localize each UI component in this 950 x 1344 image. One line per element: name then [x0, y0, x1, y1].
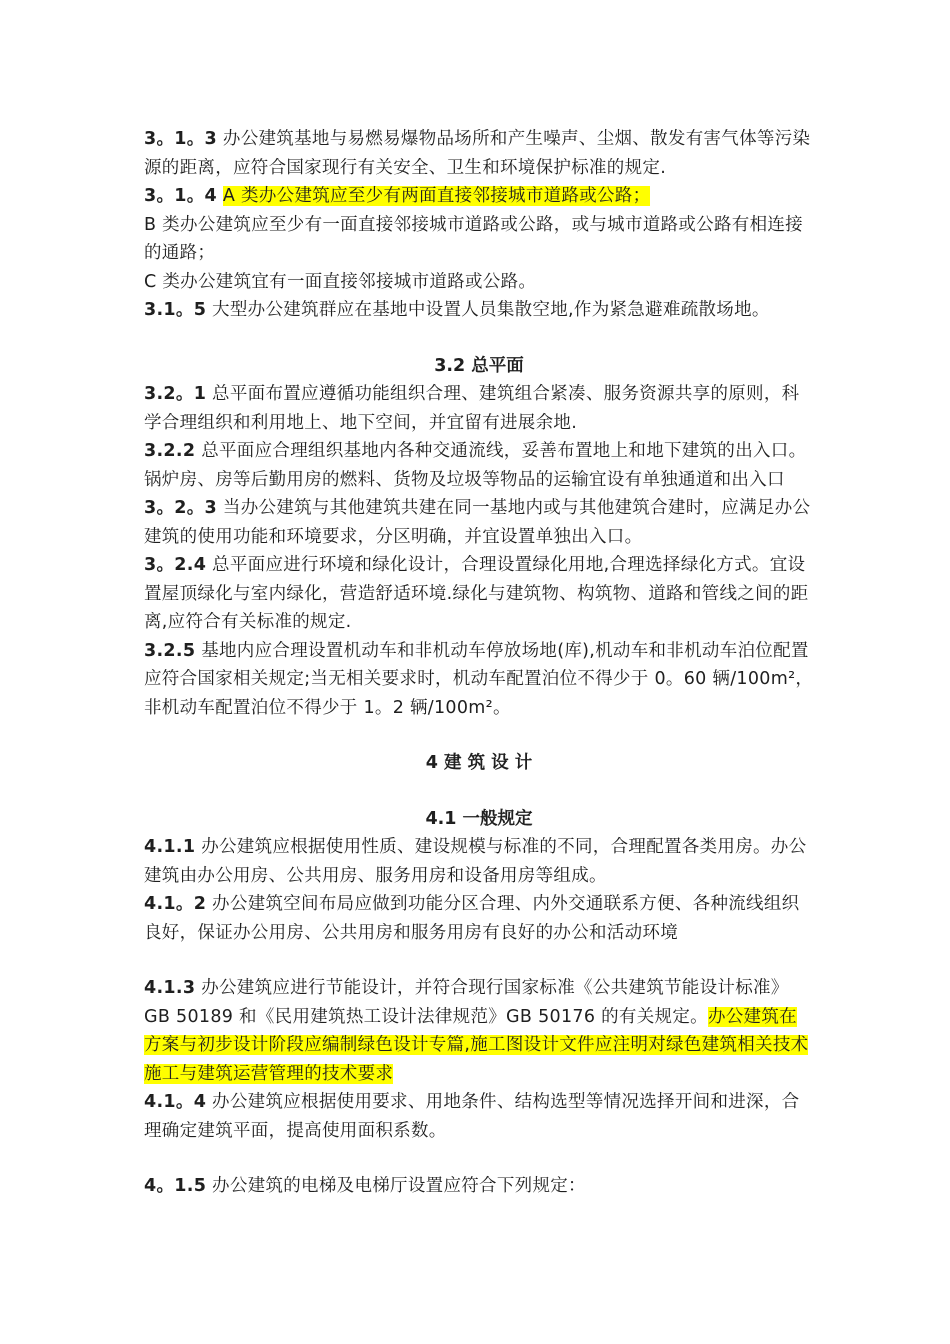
clause-4-1-1	[144, 833, 814, 890]
clause-3-1-4	[144, 182, 814, 211]
clause-text: 办公建筑应根据使用要求、用地条件、结构选型等情况选择开间和进深，合理确定建筑平面，提高使用面积系数。	[144, 1092, 800, 1141]
clause-3-1-3	[144, 125, 814, 182]
highlighted-text: A 类办公建筑应至少有两面直接邻接城市道路或公路；	[222, 186, 651, 206]
clause-text: 办公建筑应根据使用性质、建设规模与标准的不同，合理配置各类用房。办公建筑由办公用房、公共用房、服务用房和设备用房等组成。	[144, 837, 807, 886]
clause-text: 当办公建筑与其他建筑共建在同一基地内或与其他建筑合建时，应满足办公建筑的使用功能和环境要求，分区明确，并宜设置单独出入口。	[144, 498, 811, 547]
clause-number: 3.2.5	[144, 640, 196, 661]
clause-text: 总平面应进行环境和绿化设计，合理设置绿化用地,合理选择绿化方式。宜设置屋顶绿化与室内绿化，营造舒适环境.绿化与建筑物、构筑物、道路和管线之间的距离,应符合有关标准的规定.	[144, 555, 809, 632]
clause-3-2-1	[144, 380, 814, 437]
clause-number: 3。2.4	[144, 555, 207, 575]
clause-number: 4.1。4	[144, 1092, 207, 1112]
section-heading-3-2: 3.2 总平面	[434, 355, 524, 376]
clause-text: 办公建筑基地与易燃易爆物品场所和产生噪声、尘烟、散发有害气体等污染源的距离，应符合国家现行有关安全、卫生和环境保护标准的规定.	[144, 129, 811, 178]
clause-3-1-4-b	[144, 211, 814, 268]
clause-text: C 类办公建筑宜有一面直接邻接城市道路或公路。	[144, 271, 537, 292]
clause-text: 总平面布置应遵循功能组织合理、建筑组合紧凑、服务资源共享的原则，科学合理组织和利用地上、地下空间，并宜留有进展余地.	[144, 384, 800, 433]
clause-number: 3.1。5	[144, 300, 207, 320]
clause-text: 办公建筑应进行节能设计，并符合现行国家标准《公共建筑节能设计标准》GB 50189 和《民用建筑热工设计法律规范》GB 50176 的有关规定。	[144, 978, 789, 1027]
document-page	[144, 125, 814, 1201]
clause-text: 总平面应合理组织基地内各种交通流线，妥善布置地上和地下建筑的出入口。锅炉房、房等后勤用房的燃料、货物及垃圾等物品的运输宜设有单独通道和出入口	[144, 441, 807, 490]
clause-number: 3.2.2	[144, 441, 196, 461]
clause-4-1-2	[144, 890, 814, 947]
clause-3-2-2	[144, 437, 814, 494]
section-heading-4-1: 4.1 一般规定	[425, 808, 533, 829]
clause-text: 办公建筑的电梯及电梯厅设置应符合下列规定：	[206, 1176, 586, 1196]
clause-number: 3。1。4	[144, 186, 218, 206]
clause-3-2-3	[144, 494, 814, 551]
chapter-heading-4: 4 建 筑 设 计	[425, 753, 533, 773]
clause-text: B 类办公建筑应至少有一面直接邻接城市道路或公路，或与城市道路或公路有相连接的通路；	[144, 214, 803, 263]
clause-number: 3.2。1	[144, 384, 207, 404]
clause-text: 大型办公建筑群应在基地中设置人员集散空地,作为紧急避难疏散场地。	[206, 300, 770, 320]
clause-number: 4。1.5	[144, 1176, 207, 1196]
clause-text: 办公建筑空间布局应做到功能分区合理、内外交通联系方便、各种流线组织良好，保证办公用房、公共用房和服务用房有良好的办公和活动环境	[144, 894, 800, 943]
clause-text: 基地内应合理设置机动车和非机动车停放场地(库),机动车和非机动车泊位配置应符合国家相关规定;当无相关要求时，机动车配置泊位不得少于 0。60 辆/100m²，非机动车配置泊位不得少于 1。2 辆/100m²。	[144, 640, 814, 718]
clause-number: 4.1.3	[144, 978, 196, 998]
clause-4-1-3	[144, 974, 814, 1088]
clause-number: 4.1.1	[144, 837, 196, 857]
clause-3-1-5	[144, 296, 814, 325]
clause-3-2-4	[144, 551, 814, 637]
clause-number: 4.1。2	[144, 894, 207, 914]
clause-number: 3。1。3	[144, 129, 218, 149]
clause-4-1-4	[144, 1088, 814, 1145]
clause-3-1-4-c	[144, 268, 814, 297]
clause-number: 3。2。3	[144, 498, 218, 518]
clause-3-2-5	[144, 637, 814, 723]
highlighted-text: 办公建筑在方案与初步设计阶段应编制绿色设计专篇,施工图设计文件应注明对绿色建筑相关技术施工与建筑运营管理的技术要求	[144, 1006, 809, 1084]
clause-4-1-5	[144, 1172, 814, 1201]
